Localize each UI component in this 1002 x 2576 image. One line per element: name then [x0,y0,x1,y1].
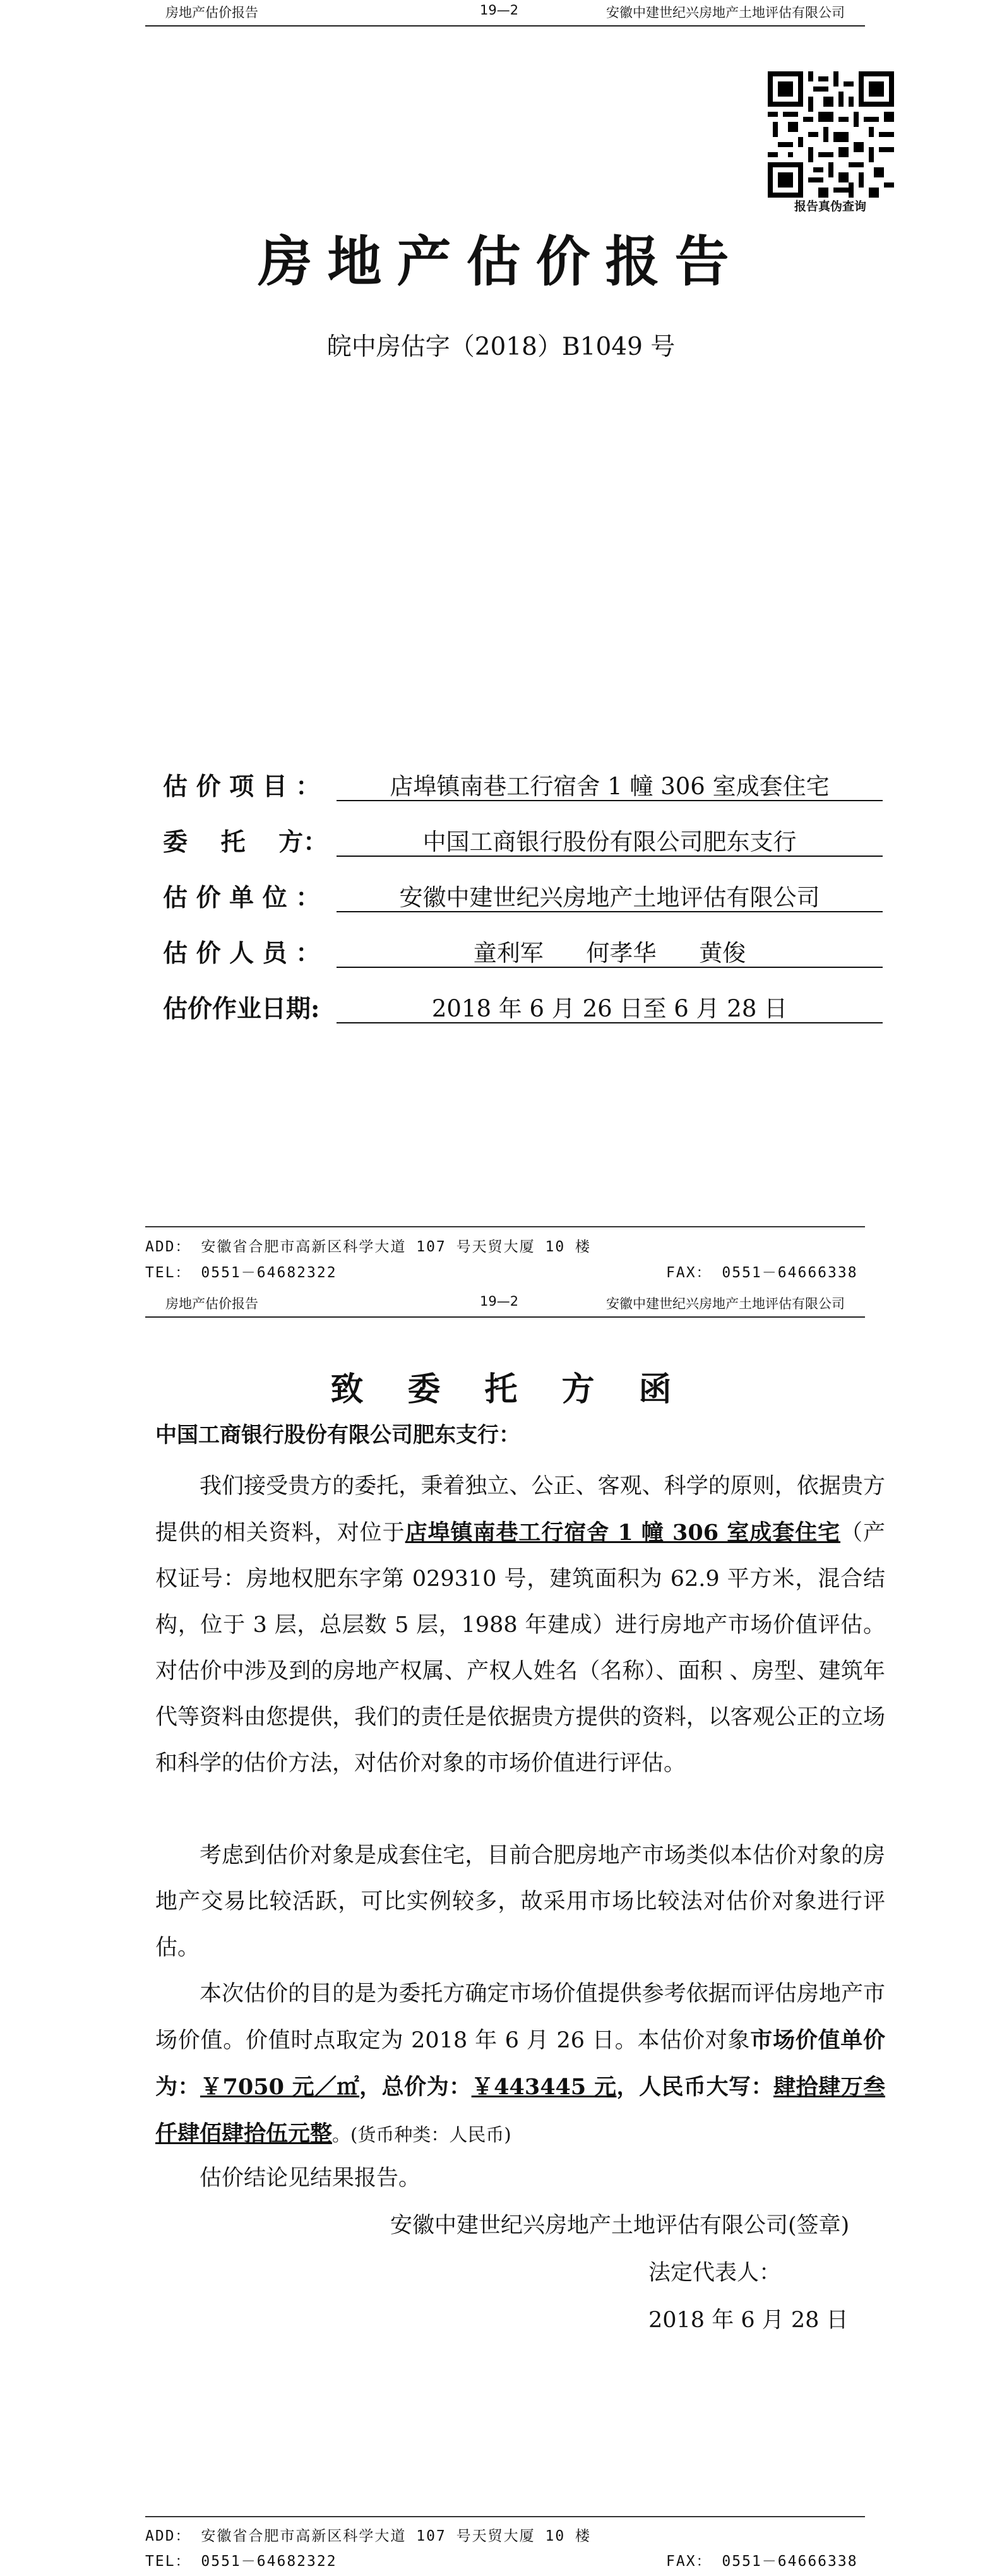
company-signature: 安徽中建世纪兴房地产土地评估有限公司(签章) [390,2213,850,2238]
header-page-number: 19—2 [480,1294,519,1309]
letter-paragraph-2: 考虑到估价对象是成套住宅，目前合肥房地产市场类似本估价对象的房地产交易比较活跃，可比实例较多，故采用市场比较法对估价对象进行评估。 [155,1843,885,1960]
footer-address: ADD： 安徽省合肥市高新区科学大道 107 号天贸大厦 10 楼 [145,2528,592,2544]
qr-code-icon[interactable] [768,71,894,198]
header-left: 房地产估价报告 [165,5,258,20]
header-company: 安徽中建世纪兴房地产土地评估有限公司 [606,1296,845,1311]
info-label: 估 价 项 目 ： [163,772,321,801]
subject-property: 店埠镇南巷工行宿舍 1 幢 306 室成套住宅 [405,1520,841,1546]
footer-address: ADD： 安徽省合肥市高新区科学大道 107 号天贸大厦 10 楼 [145,1239,592,1255]
running-header [145,0,865,27]
footer-divider [145,1226,865,1227]
header-page-number: 19—2 [480,3,519,18]
appraiser-name: 童利军 [473,939,544,967]
header-company: 安徽中建世纪兴房地产土地评估有限公司 [606,5,845,20]
info-row-work-dates [163,989,895,1027]
total-price: ￥443445 元 [471,2074,617,2100]
info-label: 估 价 人 员 ： [163,939,321,968]
letter-date: 2018 年 6 月 28 日 [648,2308,849,2333]
info-row-project [163,767,895,805]
info-row-appraiser-org [163,878,895,916]
report-number: 皖中房估字（2018）B1049 号 [326,333,676,361]
info-row-client [163,823,895,861]
info-label: 估 价 单 位 ： [163,883,321,912]
footer-divider [145,2516,865,2517]
running-header [145,1291,865,1318]
unit-price: ￥7050 元／㎡ [200,2074,360,2100]
info-value-project: 店埠镇南巷工行宿舍 1 幢 306 室成套住宅 [337,767,883,801]
info-value-appraisers [337,934,883,968]
letter-paragraph-1: 我们接受贵方的委托，秉着独立、公正、客观、科学的原则，依据贵方提供的相关资料，对位于店埠镇南巷工行宿舍 1 幢 306 室成套住宅（产权证号：房地权肥东字第 029310 号，建筑面积为 62.9 平方米，混合结构，位于 3 层，总层数 5 层，1988 年建成）进行房地产市场价值评估。对估价中涉及到的房地产权属、产权人姓名（名称）、面积 、房型、建筑年代等资料由您提供，我们的责任是依据贵方提供的资料，以客观公正的立场和科学的估价方法，对估价对象的市场价值进行评估。 [155,1474,885,1776]
letter-addressee: 中国工商银行股份有限公司肥东支行： [155,1422,520,1448]
info-value-client: 中国工商银行股份有限公司肥东支行 [337,823,883,857]
letter-title: 致委托方函 [330,1370,716,1409]
info-row-appraisers [163,934,895,972]
letter-paragraph-3: 本次估价的目的是为委托方确定市场价值提供参考依据而评估房地产市场价值。价值时点取定为 2018 年 6 月 26 日。本估价对象市场价值单价为：￥7050 元／㎡，总价为：￥443445 元，人民币大写：肆拾肆万叁仟肆佰肆拾伍元整。(货币种类：人民币) [155,1981,885,2147]
info-label: 委 托 方： [163,828,328,857]
info-label: 估价作业日期: [163,994,320,1023]
footer-tel: TEL： 0551－64682322 [145,1265,337,1281]
letter-paragraph-4: 估价结论见结果报告。 [200,2166,421,2191]
legal-representative: 法定代表人： [648,2260,782,2286]
info-value-work-dates: 2018 年 6 月 26 日至 6 月 28 日 [337,989,883,1023]
total-price-words: 肆拾肆万叁仟肆佰肆拾伍元整 [155,2074,885,2147]
footer-tel: TEL： 0551－64682322 [145,2553,337,2570]
appraiser-name: 黄俊 [699,939,746,967]
info-value-appraiser-org: 安徽中建世纪兴房地产土地评估有限公司 [337,878,883,912]
footer-fax: FAX： 0551－64666338 [666,2553,858,2570]
appraiser-name: 何孝华 [586,939,657,967]
report-title: 房地产估价报告 [258,230,744,294]
footer-fax: FAX： 0551－64666338 [666,1265,858,1281]
header-left: 房地产估价报告 [165,1296,258,1311]
qr-caption: 报告真伪查询 [794,200,866,213]
